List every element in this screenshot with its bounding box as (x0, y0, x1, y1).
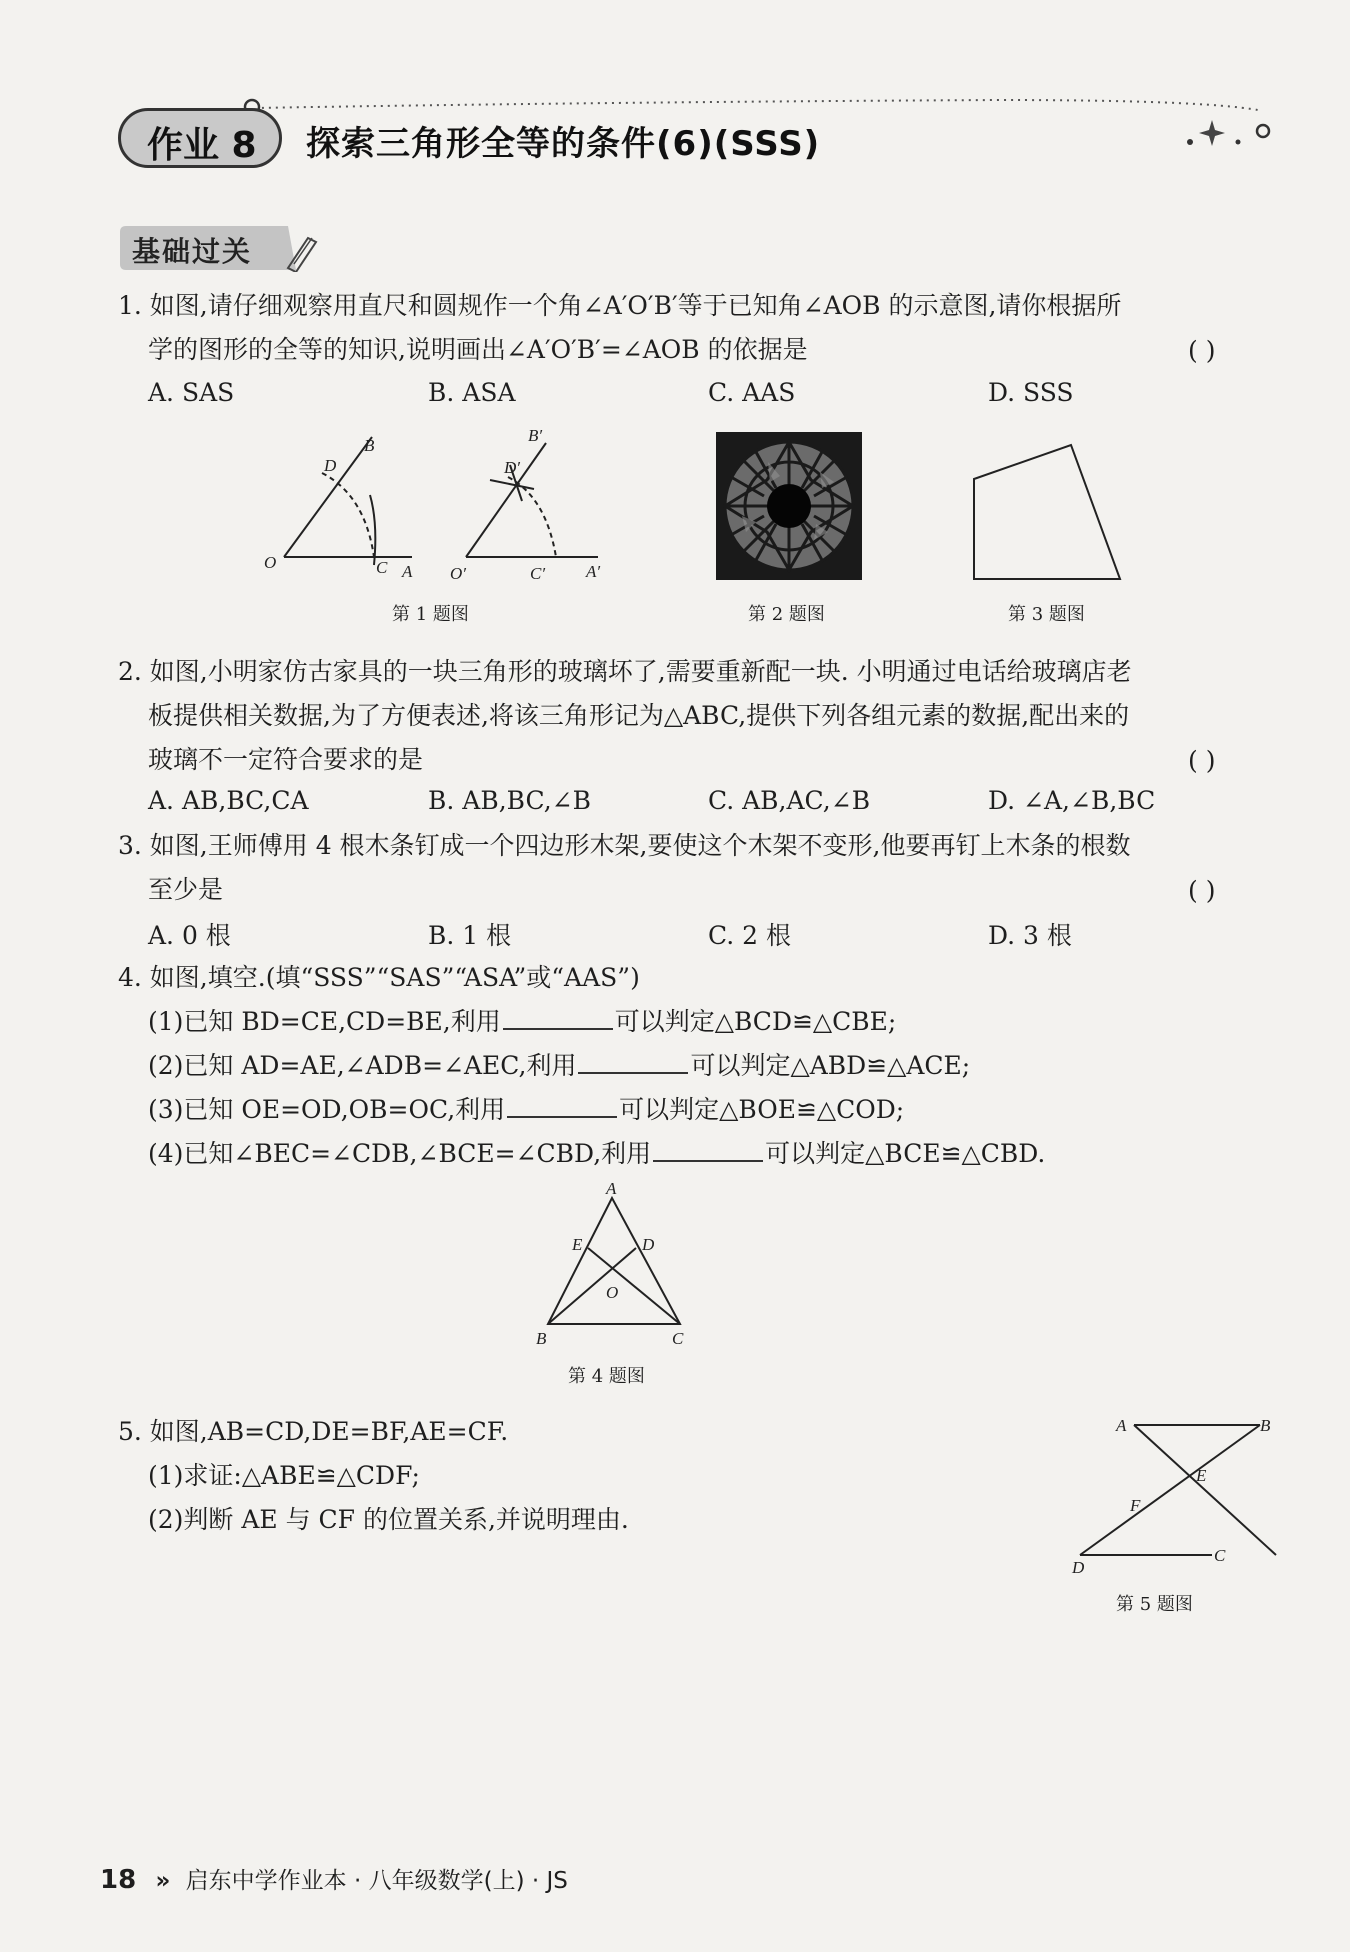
fig1-label-d: D (324, 456, 337, 475)
q2-line2: 板提供相关数据,为了方便表述,将该三角形记为△ABC,提供下列各组元素的数据,配出来的 (148, 701, 1130, 730)
fig4-label-o: O (606, 1283, 619, 1302)
fig1-construction (260, 425, 620, 595)
section-label-text: 基础过关 (132, 235, 253, 268)
q4-item-4-post: 可以判定△BCE≌△CBD. (765, 1139, 1046, 1168)
fig5-label-c: C (1214, 1546, 1226, 1565)
q3-line1: 3. 如图,王师傅用 4 根木条钉成一个四边形木架,要使这个木架不变形,他要再钉上木条的根数 (118, 831, 1131, 860)
q1-option-a: A. SAS (148, 378, 235, 407)
q4-item-4-pre: (4)已知∠BEC=∠CDB,∠BCE=∠CBD,利用 (148, 1139, 652, 1168)
q3-option-c: C. 2 根 (708, 921, 791, 950)
q5-sub2: (2)判断 AE 与 CF 的位置关系,并说明理由. (148, 1505, 629, 1534)
q4-item-2-blank[interactable] (578, 1048, 688, 1074)
fig1-label-b: B (364, 436, 375, 455)
q4-item-1-post: 可以判定△BCD≌△CBE; (614, 1007, 897, 1036)
fig4-triangle (526, 1180, 696, 1350)
q4-item-4-blank[interactable] (653, 1136, 763, 1162)
q2-option-c: C. AB,AC,∠B (708, 786, 871, 815)
fig4-caption: 第 4 题图 (568, 1366, 645, 1387)
q3-option-a: A. 0 根 (148, 921, 231, 950)
q2-line3: 玻璃不一定符合要求的是 (148, 745, 424, 774)
fig1-label-ap: A′ (586, 562, 601, 581)
footer-arrows: » (155, 1868, 171, 1894)
q1-line2: 学的图形的全等的知识,说明画出∠A′O′B′=∠AOB 的依据是 (148, 335, 808, 364)
fig3-caption: 第 3 题图 (1008, 604, 1085, 625)
q3-line2: 至少是 (148, 875, 224, 904)
fig4-label-e: E (572, 1235, 583, 1254)
homework-badge-text: 作业 8 (147, 125, 257, 166)
fig4-label-c: C (672, 1329, 684, 1348)
homework-badge (118, 108, 282, 168)
q2-option-b: B. AB,BC,∠B (428, 786, 591, 815)
fig1-label-c: C (376, 558, 388, 577)
page-header (0, 0, 1350, 180)
fig5-diagram (1060, 1405, 1290, 1575)
q1-paren: ( ) (1188, 336, 1216, 365)
q2-option-a: A. AB,BC,CA (148, 786, 309, 815)
fig5-label-b: B (1260, 1416, 1271, 1435)
fig2-glass-image (716, 432, 862, 580)
fig1-label-bp: B′ (528, 426, 543, 445)
fig1-label-op: O′ (450, 564, 466, 583)
q4-item-1 (148, 1000, 896, 1044)
fig4-label-d: D (642, 1235, 655, 1254)
q2-paren: ( ) (1188, 746, 1216, 775)
fig1-caption: 第 1 题图 (392, 604, 469, 625)
q3-option-b: B. 1 根 (428, 921, 512, 950)
fig2-caption: 第 2 题图 (748, 604, 825, 625)
page-footer (100, 1862, 568, 1895)
q5-sub1: (1)求证:△ABE≌△CDF; (148, 1461, 420, 1490)
q4-item-3-post: 可以判定△BOE≌△COD; (619, 1095, 905, 1124)
q1-option-b: B. ASA (428, 378, 516, 407)
footer-text: 启东中学作业本 · 八年级数学(上) · JS (185, 1868, 568, 1894)
q4-item-1-pre: (1)已知 BD=CE,CD=BE,利用 (148, 1007, 501, 1036)
q5-intro: 5. 如图,AB=CD,DE=BF,AE=CF. (118, 1417, 509, 1446)
fig5-caption: 第 5 题图 (1116, 1594, 1193, 1615)
fig3-quadrilateral (966, 435, 1126, 585)
fig1-label-cp: C′ (530, 564, 546, 583)
q4-item-1-blank[interactable] (503, 1004, 613, 1030)
fig5-label-d: D (1072, 1558, 1085, 1575)
q3-paren: ( ) (1188, 876, 1216, 905)
page-title: 探索三角形全等的条件(6)(SSS) (306, 124, 821, 164)
q2-option-d: D. ∠A,∠B,BC (988, 786, 1156, 815)
fig5-label-a: A (1116, 1416, 1127, 1435)
q4-item-2 (148, 1044, 970, 1088)
q1-option-c: C. AAS (708, 378, 796, 407)
page-number: 18 (100, 1865, 137, 1895)
fig4-label-a: A (606, 1180, 617, 1198)
fig1-label-dp: D′ (504, 458, 520, 477)
q2-line1: 2. 如图,小明家仿古家具的一块三角形的玻璃坏了,需要重新配一块. 小明通过电话给玻璃店老 (118, 657, 1132, 686)
q4-item-2-pre: (2)已知 AD=AE,∠ADB=∠AEC,利用 (148, 1051, 577, 1080)
fig1-label-a: A (402, 562, 413, 581)
q1-line1: 1. 如图,请仔细观察用直尺和圆规作一个角∠A′O′B′等于已知角∠AOB 的示意图,请你根据所 (118, 291, 1122, 320)
fig4-label-b: B (536, 1329, 547, 1348)
q4-item-3 (148, 1088, 904, 1132)
fig5-label-e: E (1196, 1466, 1207, 1485)
q4-item-3-blank[interactable] (507, 1092, 617, 1118)
section-label (118, 224, 318, 272)
q4-intro: 4. 如图,填空.(填“SSS”“SAS”“ASA”或“AAS”) (118, 963, 640, 992)
q4-item-4 (148, 1132, 1045, 1176)
q4-item-2-post: 可以判定△ABD≌△ACE; (690, 1051, 971, 1080)
q3-option-d: D. 3 根 (988, 921, 1072, 950)
fig1-label-o: O (264, 553, 277, 572)
fig5-label-f: F (1130, 1496, 1141, 1515)
q1-option-d: D. SSS (988, 378, 1074, 407)
q4-item-3-pre: (3)已知 OE=OD,OB=OC,利用 (148, 1095, 506, 1124)
